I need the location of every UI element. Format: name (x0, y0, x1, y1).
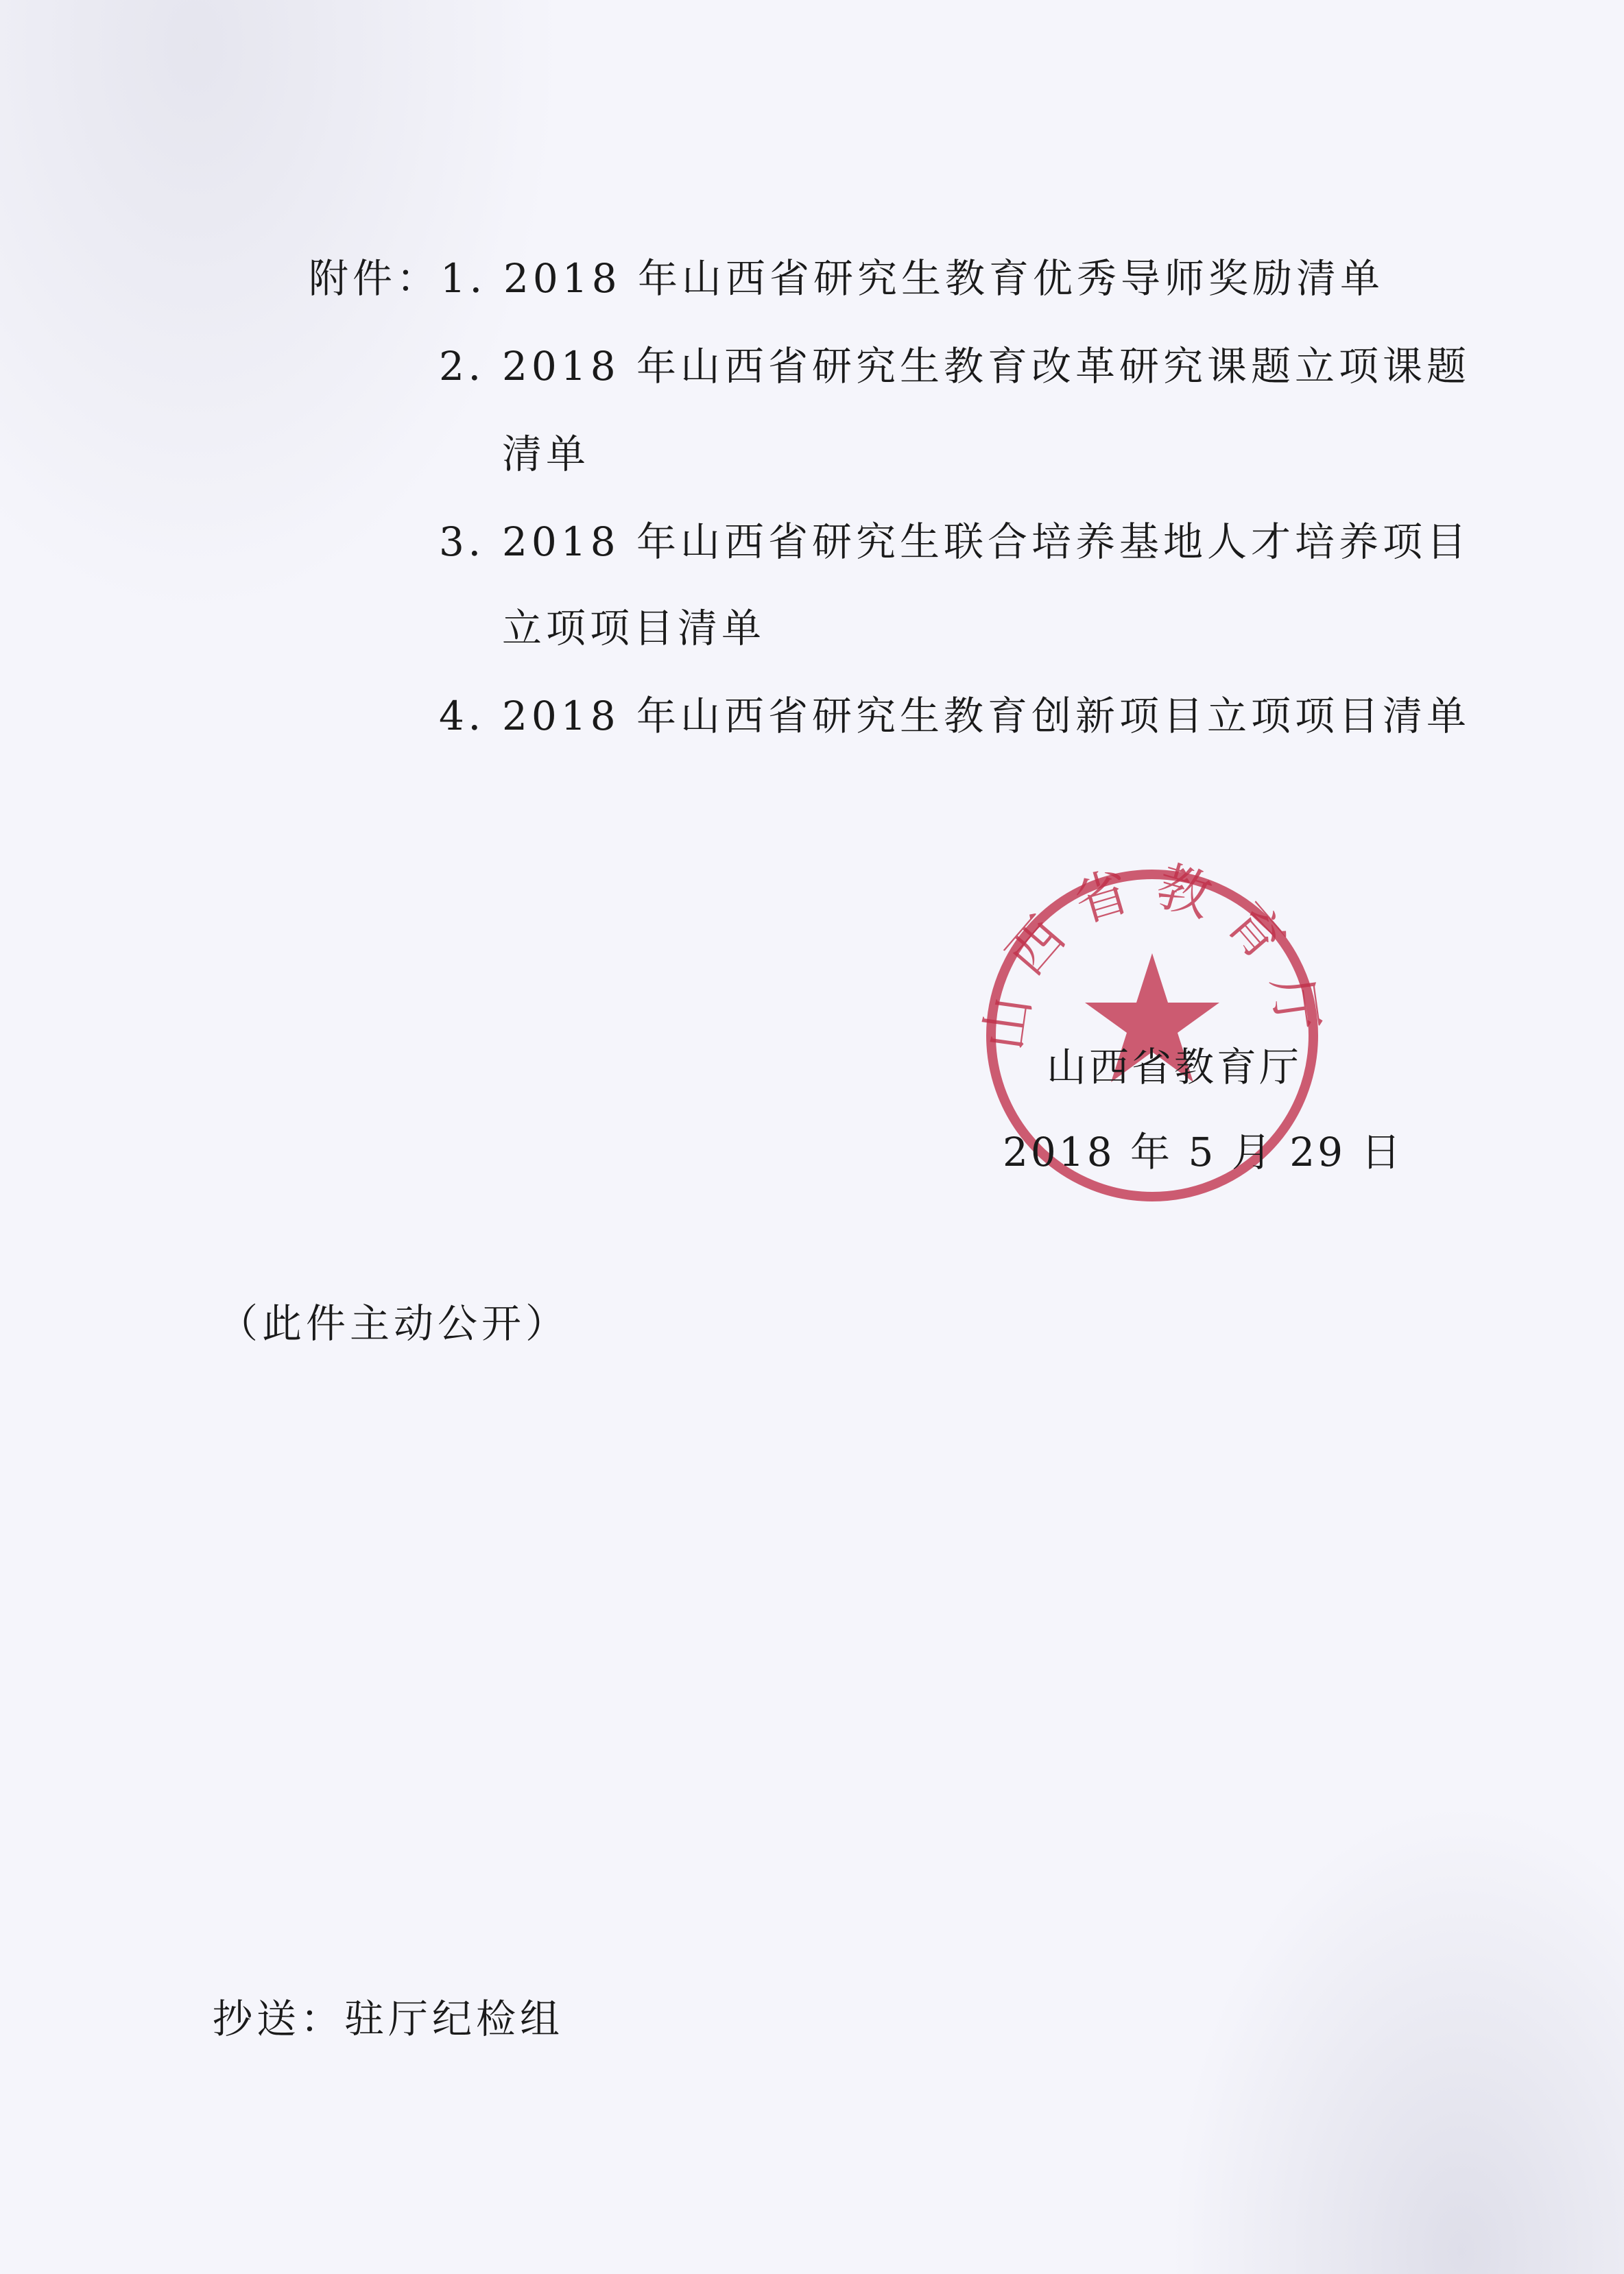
attachment-title-cont: 清单 (502, 431, 590, 477)
attachment-line-3 (439, 517, 1470, 566)
attachment-number: 4． (439, 693, 512, 739)
cc-line: 抄送：驻厅纪检组 (213, 1996, 564, 2042)
attachment-title: 2018 年山西省研究生教育改革研究课题立项课题 (502, 343, 1471, 390)
signing-organization: 山西省教育厅 (1047, 1044, 1302, 1090)
attachment-title-cont: 立项项目清单 (502, 605, 766, 651)
attachment-line-2-cont (502, 429, 590, 479)
attachment-number: 1． (440, 255, 514, 302)
attachment-number: 2． (439, 343, 512, 390)
attachment-line-3-cont (502, 603, 765, 653)
attachment-title: 2018 年山西省研究生教育创新项目立项项目清单 (502, 693, 1471, 739)
seal-text: 山西省教育厅 (974, 857, 1330, 1055)
attachment-label: 附件： (309, 255, 441, 302)
attachment-line-4 (439, 691, 1470, 741)
attachment-line-2 (439, 342, 1470, 391)
attachment-title: 2018 年山西省研究生联合培养基地人才培养项目 (502, 518, 1471, 565)
attachment-line-1 (309, 254, 1384, 303)
attachment-number: 3． (439, 518, 512, 565)
signing-date: 2018 年 5 月 29 日 (1003, 1129, 1404, 1175)
attachment-title: 2018 年山西省研究生教育优秀导师奖励清单 (503, 255, 1385, 302)
disclosure-note: （此件主动公开） (218, 1300, 570, 1347)
